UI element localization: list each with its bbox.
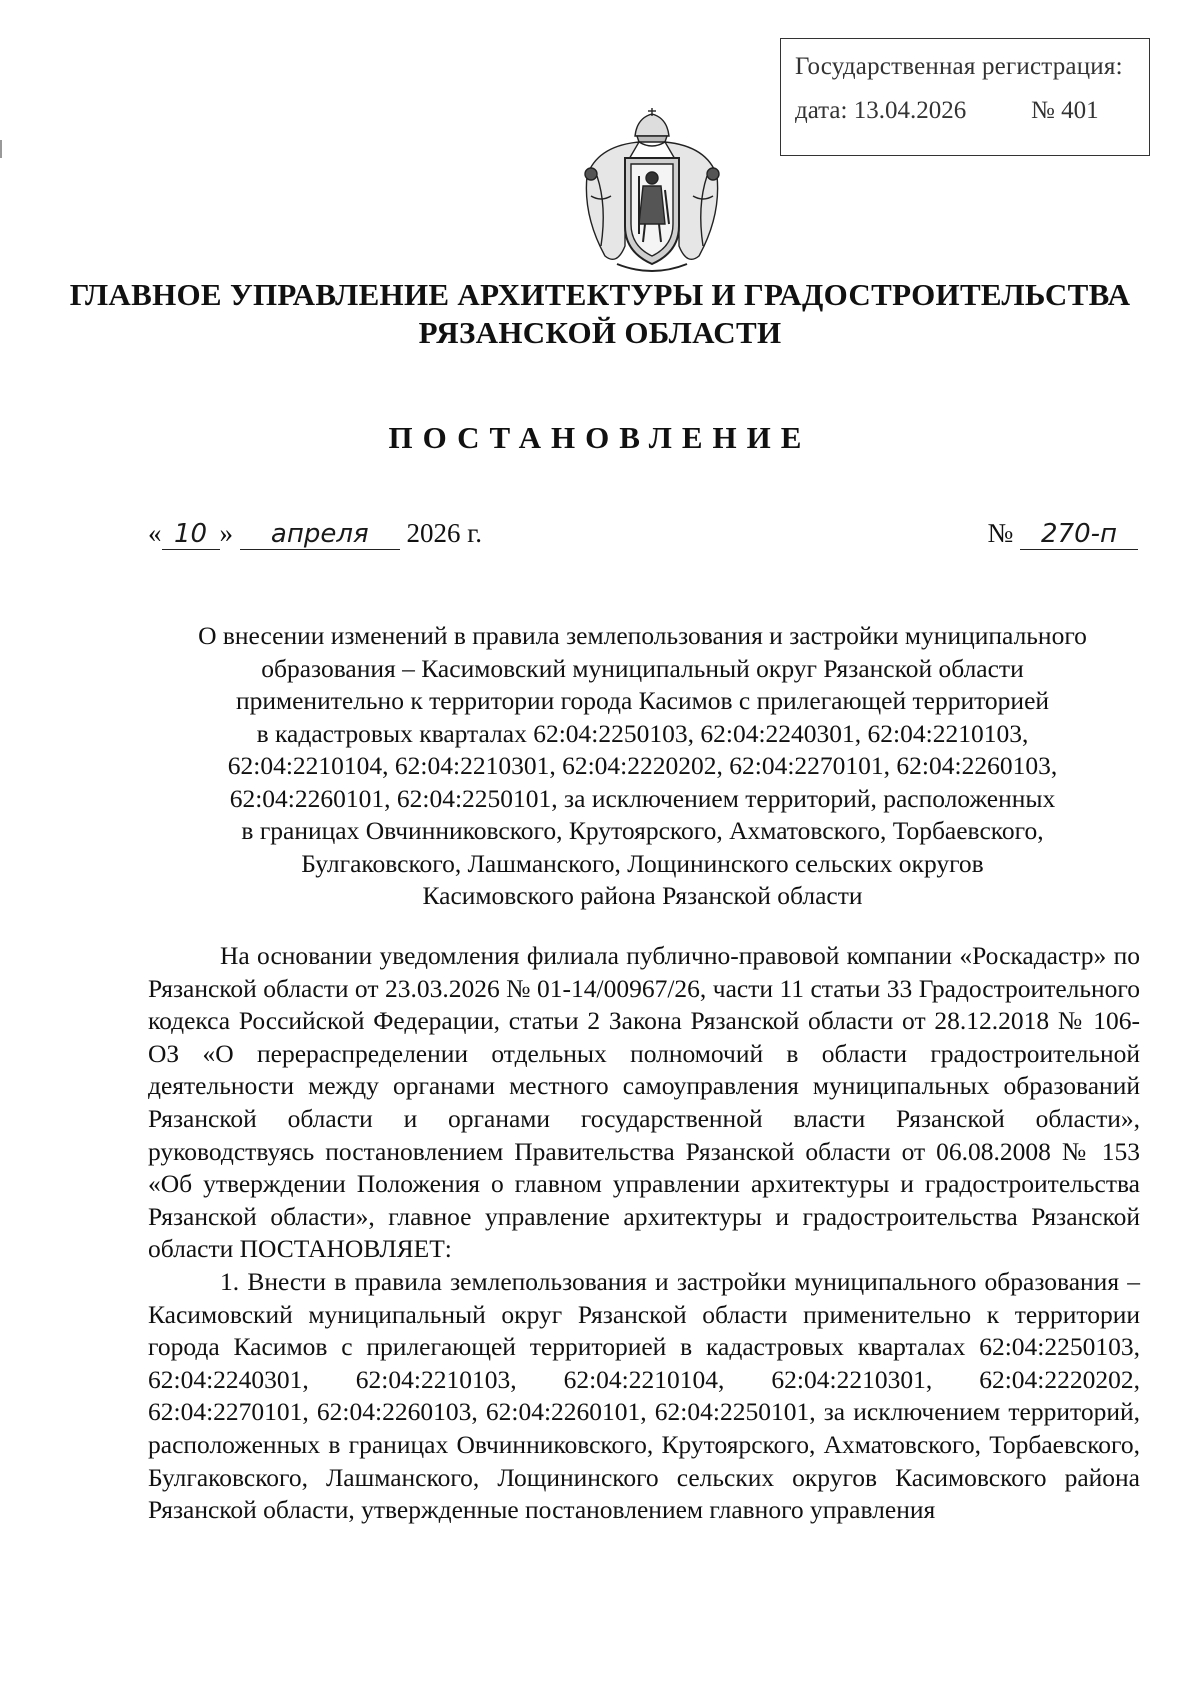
- subject-line: образования – Касимовский муниципальный округ Рязанской области: [261, 653, 1024, 683]
- date-day: 10: [162, 519, 220, 550]
- organization-title-line1: ГЛАВНОЕ УПРАВЛЕНИЕ АРХИТЕКТУРЫ И ГРАДОСТРОИТЕЛЬСТВА: [69, 277, 1131, 312]
- date-month: апреля: [240, 519, 400, 550]
- organization-title-line2: РЯЗАНСКОЙ ОБЛАСТИ: [418, 315, 782, 350]
- subject-line: Касимовского района Рязанской области: [422, 881, 863, 910]
- number-prefix: №: [987, 518, 1014, 548]
- document-body: [148, 940, 1140, 1527]
- subject-line: в границах Овчинниковского, Крутоярского, Ахматовского, Торбаевского,: [241, 816, 1044, 845]
- organization-title: [0, 276, 1200, 352]
- registration-stamp: [780, 38, 1150, 156]
- subject-line: применительно к территории города Касимов с прилегающей территорией: [235, 686, 1050, 715]
- document-type-title: ПОСТАНОВЛЕНИЕ: [388, 420, 812, 455]
- registration-date: дата: 13.04.2026: [795, 97, 967, 124]
- preamble-paragraph: На основании уведомления филиала публично-правовой компании «Роскадастр» по Рязанской области от 23.03.2026 № 01-14/00967/26, части 11 статьи 33 Градостроительного кодекса Российской Федерации, статьи 2 Закона Рязанской области от 28.12.2018 № 106-ОЗ «О перераспределении отдельных полномочий в области градостроительной деятельности между органами местного самоуправления муниципальных образований Рязанской области и органами государственной власти Рязанской области», руководствуясь постановлением Правительства Рязанской области от 06.08.2008 № 153 «Об утверждении Положения о главном управлении архитектуры и градостроительства Рязанской области», главное управление архитектуры и градостроительства Рязанской области ПОСТАНОВЛЯЕТ:: [148, 941, 1140, 1264]
- document-number: [987, 518, 1138, 550]
- date-number-line: [148, 518, 1138, 558]
- scan-margin-mark: [0, 140, 2, 158]
- number-value: 270-п: [1020, 519, 1138, 550]
- registration-details: [795, 97, 1139, 125]
- registration-title: Государственная регистрация:: [795, 53, 1123, 80]
- coat-of-arms-icon: [577, 106, 727, 278]
- registration-number: № 401: [1031, 97, 1099, 124]
- subject-line: 62:04:2210104, 62:04:2210301, 62:04:2220202, 62:04:2270101, 62:04:2260103,: [227, 751, 1058, 780]
- subject-line: Булгаковского, Лашманского, Лощининского сельских округов: [301, 848, 984, 878]
- document-subject: [150, 620, 1135, 913]
- date-year: 2026 г.: [406, 518, 483, 548]
- document-date: [148, 518, 482, 550]
- subject-line: 62:04:2260101, 62:04:2250101, за исключением территорий, расположенных: [229, 783, 1056, 813]
- quote-close: »: [219, 518, 233, 548]
- subject-line: в кадастровых кварталах 62:04:2250103, 62:04:2240301, 62:04:2210103,: [256, 718, 1029, 748]
- item-1-paragraph: 1. Внести в правила землепользования и застройки муниципального образования – Касимовский муниципальный округ Рязанской области применительно к территории города Касимов с прилегающей территорией в кадастровых кварталах 62:04:2250103, 62:04:2240301, 62:04:2210103, 62:04:2210104, 62:04:2210301, 62:04:2220202, 62:04:2270101, 62:04:2260103, 62:04:2260101, 62:04:2250101, за исключением территорий, расположенных в границах Овчинниковского, Крутоярского, Ахматовского, Торбаевского, Булгаковского, Лашманского, Лощининского сельских округов Касимовского района Рязанской области, утвержденные постановлением главного управления: [148, 1266, 1140, 1525]
- subject-line: О внесении изменений в правила землепользования и застройки муниципального: [198, 621, 1087, 650]
- quote-open: «: [148, 518, 162, 548]
